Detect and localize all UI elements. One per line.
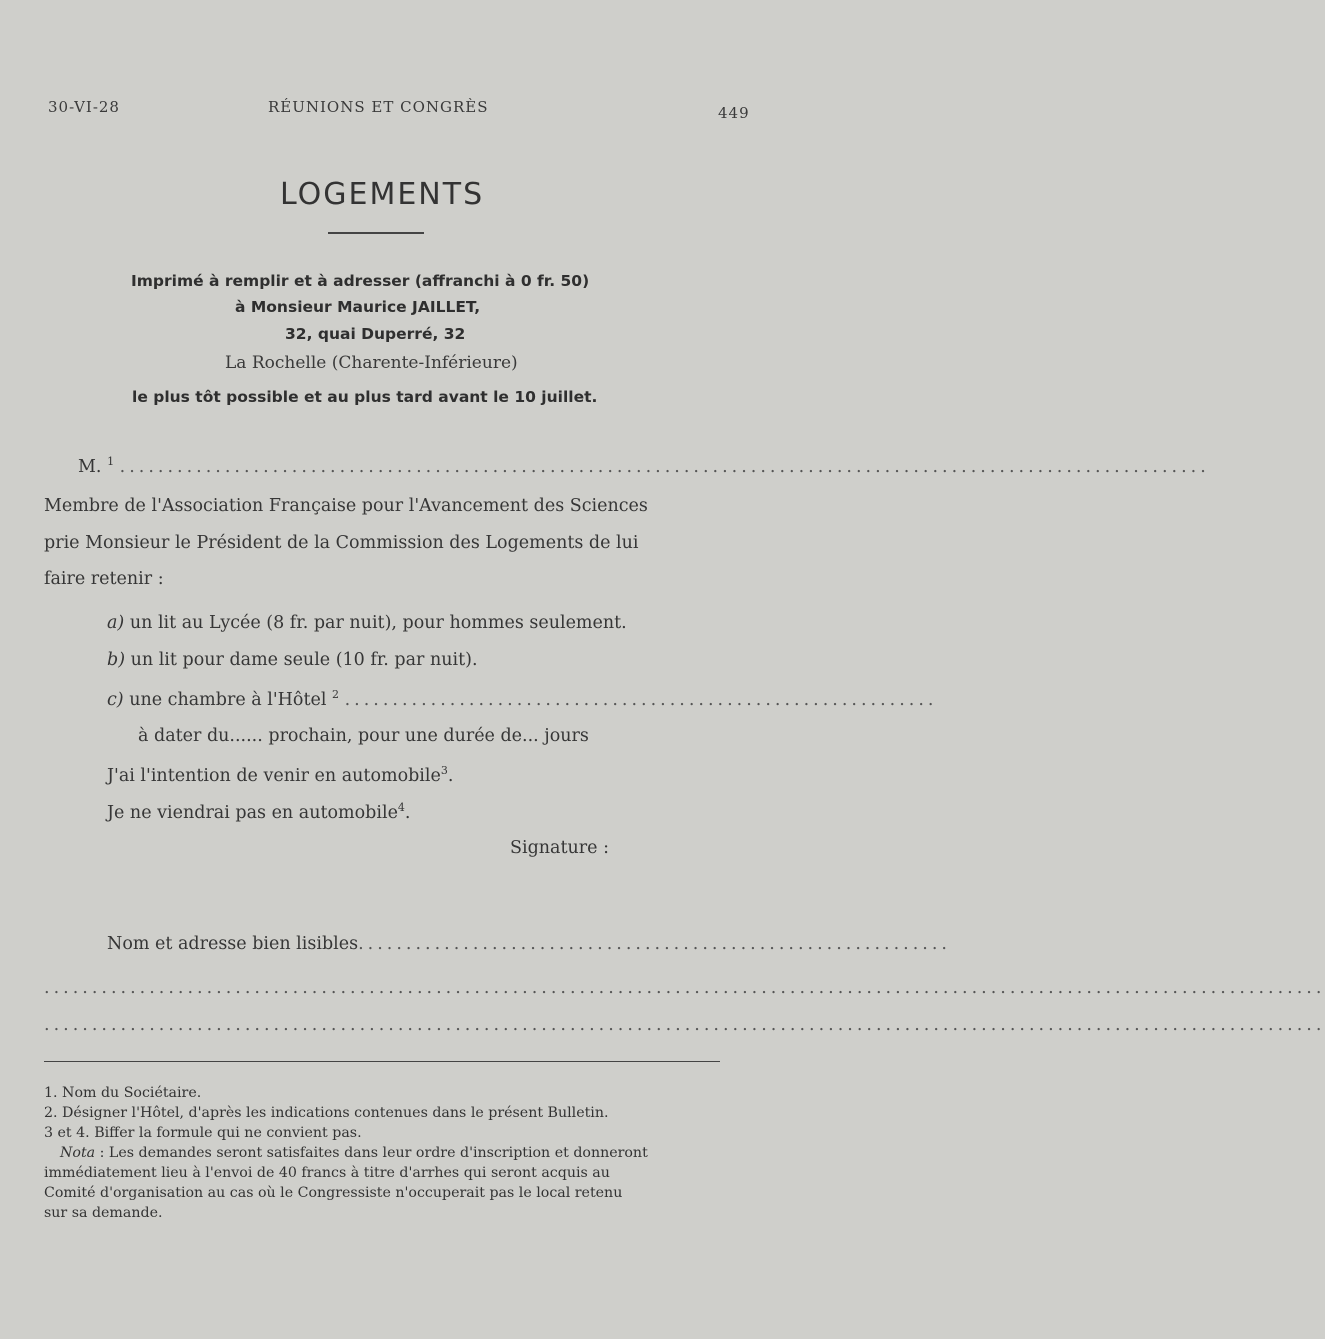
auto-no-line: Je ne viendrai pas en automobile$^4$. xyxy=(107,801,411,823)
option-c-letter: c) xyxy=(107,689,124,710)
option-a xyxy=(107,613,627,633)
member-name-field xyxy=(78,455,1210,477)
member-name-dots: .................................................................................................................. xyxy=(119,456,1210,477)
header-section: RÉUNIONS ET CONGRÈS xyxy=(268,98,489,116)
page-title: LOGEMENTS xyxy=(280,177,485,212)
name-address-label: Nom et adresse bien lisibles xyxy=(107,934,359,954)
title-rule xyxy=(328,232,424,234)
address-line-2 xyxy=(44,1015,1325,1035)
footnote-1: 1. Nom du Sociétaire. xyxy=(44,1085,202,1101)
m-label: M. xyxy=(78,456,102,477)
auto-yes-line: J'ai l'intention de venir en automobile$^3$. xyxy=(107,764,454,786)
footnote-3-4: 3 et 4. Biffer la formule qui ne convient pas. xyxy=(44,1125,362,1141)
option-a-letter: a) xyxy=(107,613,125,633)
nota-text-1: : Les demandes seront satisfaites dans leur ordre d'inscription et donneront xyxy=(95,1145,648,1161)
nota-line-2: immédiatement lieu à l'envoi de 40 francs à titre d'arrhes qui seront acquis au xyxy=(44,1165,610,1181)
address-dots-1: ...................................................................................................................................... xyxy=(44,978,1325,998)
signature-label: Signature : xyxy=(510,838,609,858)
member-line-3: faire retenir : xyxy=(44,569,164,589)
auto-yes-footnote-ref: 3 xyxy=(440,764,448,777)
footnote-2: 2. Désigner l'Hôtel, d'après les indications contenues dans le présent Bulletin. xyxy=(44,1105,609,1121)
nota-line-3: Comité d'organisation au cas où le Congressiste n'occuperait pas le local retenu xyxy=(44,1185,623,1201)
option-b xyxy=(107,650,478,670)
address-line-1 xyxy=(44,978,1325,998)
instruction-line-2: à Monsieur Maurice JAILLET, xyxy=(235,298,481,316)
hotel-name-dots: .............................................................. xyxy=(344,689,938,710)
m-footnote-ref: 1 xyxy=(107,455,115,468)
page-number: 449 xyxy=(718,104,750,122)
footnote-separator xyxy=(44,1061,720,1062)
address-dots-2: ...................................................................................................................................... xyxy=(44,1015,1325,1035)
option-c-text: une chambre à l'Hôtel xyxy=(129,689,327,710)
nota-label: Nota xyxy=(60,1145,96,1161)
auto-yes-text: J'ai l'intention de venir en automobile xyxy=(107,765,441,786)
auto-no-text: Je ne viendrai pas en automobile xyxy=(107,802,398,823)
option-c xyxy=(107,688,938,710)
member-line-1: Membre de l'Association Française pour l'Avancement des Sciences xyxy=(44,496,648,516)
instruction-line-3: 32, quai Duperré, 32 xyxy=(285,325,466,343)
name-address-dots: .............................................................. xyxy=(358,934,951,954)
instruction-line-4: La Rochelle (Charente-Inférieure) xyxy=(225,353,518,373)
header-date: 30-VI-28 xyxy=(48,98,120,116)
option-b-text: un lit pour dame seule (10 fr. par nuit). xyxy=(130,650,478,670)
name-address-field xyxy=(107,934,951,954)
nota-line-1 xyxy=(60,1143,648,1163)
member-line-2: prie Monsieur le Président de la Commission des Logements de lui xyxy=(44,533,639,553)
nota-line-4: sur sa demande. xyxy=(44,1205,163,1221)
option-c-footnote-ref: 2 xyxy=(332,688,340,701)
option-b-letter: b) xyxy=(107,650,126,670)
option-a-text: un lit au Lycée (8 fr. par nuit), pour hommes seulement. xyxy=(129,613,627,633)
instruction-line-1: Imprimé à remplir et à adresser (affranchi à 0 fr. 50) xyxy=(131,272,590,290)
date-duration-line: à dater du...... prochain, pour une durée de... jours xyxy=(138,726,589,746)
auto-no-footnote-ref: 4 xyxy=(397,801,405,814)
instruction-line-5: le plus tôt possible et au plus tard avant le 10 juillet. xyxy=(132,388,598,406)
